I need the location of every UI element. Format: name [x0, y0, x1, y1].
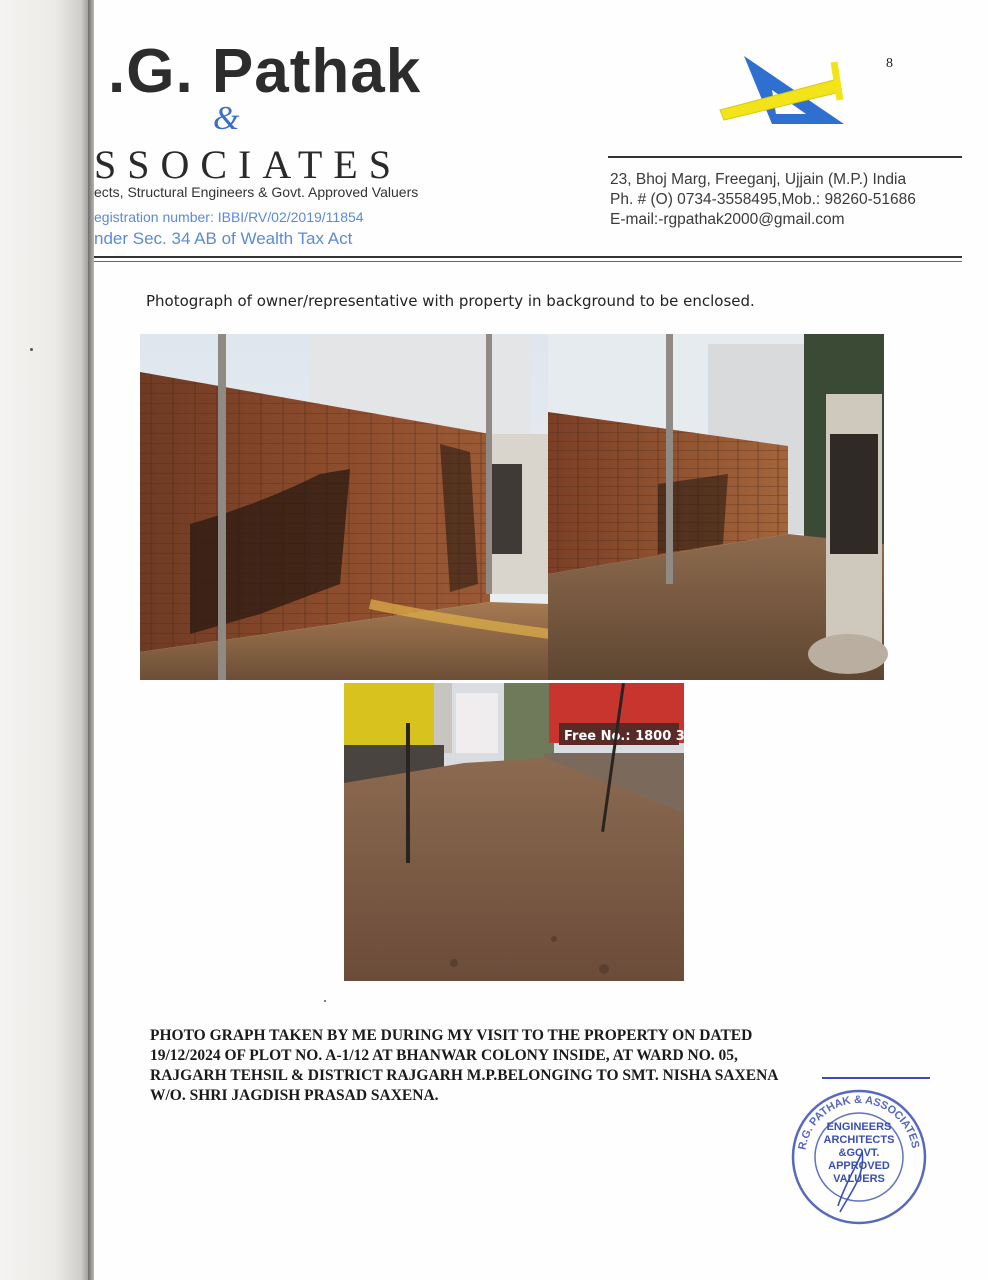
firm-logo-icon [716, 52, 856, 137]
seal-ring-text: R.G. PATHAK & ASSOCIATES [796, 1093, 922, 1151]
pen-strike-mark [822, 1077, 930, 1079]
brand-name: .G. Pathak [108, 37, 422, 106]
page-number: 8 [886, 56, 893, 71]
property-photo-plot [344, 683, 735, 981]
contact-rule [608, 156, 962, 158]
header-rule-thin [94, 261, 962, 262]
seal-line: ARCHITECTS [823, 1134, 895, 1146]
scan-speck [324, 1000, 326, 1002]
contact-email: E-mail:-rgpathak2000@gmail.com [610, 211, 845, 228]
scan-gutter [0, 0, 92, 1280]
registration-number: egistration number: IBBI/RV/02/2019/11854 [94, 209, 364, 225]
contact-phone: Ph. # (O) 0734-3558495,Mob.: 98260-51686 [610, 191, 916, 208]
scan-speck [30, 348, 33, 351]
contact-block [610, 170, 916, 230]
caption-line: 19/12/2024 OF PLOT NO. A-1/12 AT BHANWAR COLONY INSIDE, AT WARD NO. 05, [150, 1047, 738, 1064]
photo-instruction: Photograph of owner/representative with property in background to be enclosed. [146, 292, 755, 310]
billboard-text: Free No.: 1800 31 1131 [564, 729, 735, 744]
brand-tagline: ects, Structural Engineers & Govt. Approved Valuers [94, 184, 419, 200]
seal-line: ENGINEERS [826, 1121, 892, 1133]
seal-line: VALUERS [833, 1173, 885, 1185]
seal-line: APPROVED [828, 1160, 890, 1172]
caption-line: W/O. SHRI JAGDISH PRASAD SAXENA. [150, 1087, 439, 1104]
wealth-tax-note: nder Sec. 34 AB of Wealth Tax Act [94, 229, 353, 248]
seal-line: &GOVT. [838, 1147, 880, 1159]
contact-address: 23, Bhoj Marg, Freeganj, Ujjain (M.P.) India [610, 171, 907, 188]
brand-ampersand: & [213, 100, 240, 137]
caption-line: RAJGARH TEHSIL & DISTRICT RAJGARH M.P.BELONGING TO SMT. NISHA SAXENA [150, 1067, 779, 1084]
firm-seal-stamp [788, 1086, 930, 1233]
brand-associates: SSOCIATES [94, 142, 402, 187]
caption-line: PHOTO GRAPH TAKEN BY ME DURING MY VISIT TO THE PROPERTY ON DATED [150, 1027, 753, 1044]
property-photo-right [548, 334, 884, 680]
property-photo-left [140, 334, 550, 680]
header-rule [94, 256, 962, 258]
